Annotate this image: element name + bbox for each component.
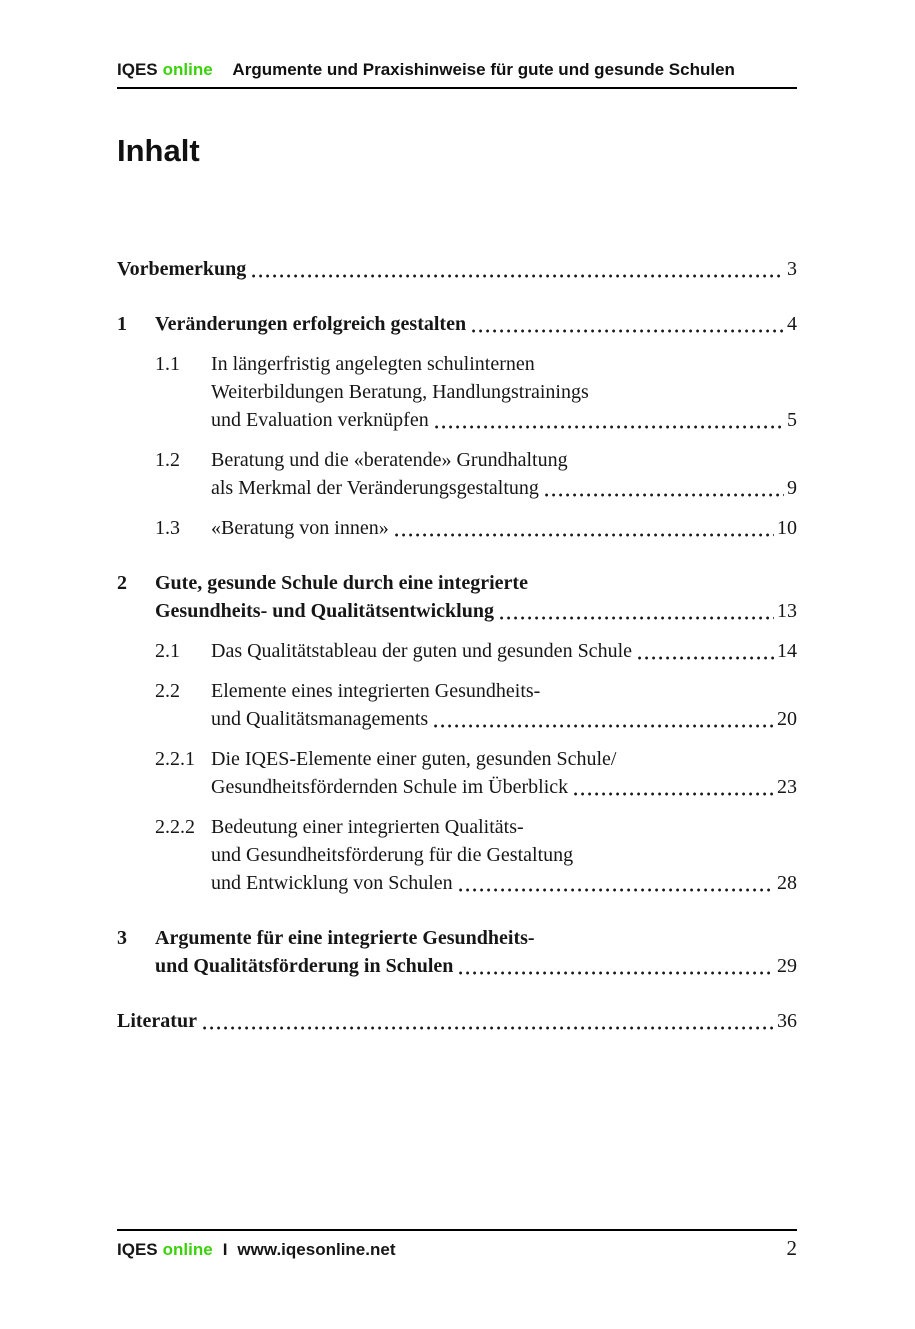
- toc-entry[interactable]: [117, 745, 797, 801]
- toc-entry-page: 23: [777, 776, 797, 798]
- dot-leader: [435, 406, 784, 434]
- toc-entry-text: «Beratung von innen»: [211, 517, 389, 539]
- toc-entry[interactable]: [117, 1007, 797, 1035]
- toc-entry-text: In längerfristig angelegten schulinternen: [211, 353, 535, 375]
- toc-entry-text: Literatur: [117, 1010, 197, 1032]
- dot-leader: [500, 597, 774, 625]
- dot-leader: [395, 514, 774, 542]
- toc-entry-page: 28: [777, 872, 797, 894]
- toc-entry-number: 1.1: [155, 353, 180, 375]
- toc-entry-text: Gute, gesunde Schule durch eine integrierte: [155, 572, 528, 594]
- toc-entry-text: Veränderungen erfolgreich gestalten: [155, 313, 467, 335]
- footer-separator: I: [222, 1240, 228, 1259]
- dot-leader: [203, 1007, 774, 1035]
- brand-logo: [117, 60, 217, 79]
- toc-entry-number: 2.2.2: [155, 816, 195, 838]
- page-footer: [117, 1229, 797, 1261]
- toc-entry-text: Elemente eines integrierten Gesundheits-: [211, 680, 541, 702]
- toc-entry-page: 36: [777, 1010, 797, 1032]
- toc-entry-page: 29: [777, 955, 797, 977]
- toc-entry-number: 2.1: [155, 640, 180, 662]
- toc-entry-text: Die IQES-Elemente einer guten, gesunden Schule/: [211, 748, 617, 770]
- toc-entry[interactable]: [117, 310, 797, 338]
- dot-leader: [459, 952, 774, 980]
- dot-leader: [459, 869, 774, 897]
- toc-entry[interactable]: [117, 446, 797, 502]
- toc-entry-text: und Gesundheitsförderung für die Gestaltung: [211, 844, 574, 866]
- toc-entry-page: 13: [777, 600, 797, 622]
- brand-name: IQES: [117, 1240, 158, 1259]
- brand-suffix: online: [162, 60, 213, 79]
- toc-entry-text: Weiterbildungen Beratung, Handlungstrainings: [211, 381, 589, 403]
- dot-leader: [545, 474, 784, 502]
- toc-entry[interactable]: [117, 569, 797, 625]
- toc-entry-text: und Qualitätsmanagements: [211, 708, 429, 730]
- toc-entry-number: 1: [117, 313, 127, 335]
- toc-entry-page: 3: [787, 258, 797, 280]
- brand-name: IQES: [117, 60, 158, 79]
- footer-url[interactable]: www.iqesonline.net: [237, 1240, 396, 1259]
- toc-entry-text: Argumente für eine integrierte Gesundheits-: [155, 927, 535, 949]
- toc-entry-page: 9: [787, 477, 797, 499]
- page-number: 2: [786, 1236, 797, 1260]
- toc-entry-text: Vorbemerkung: [117, 258, 247, 280]
- toc-entry-number: 1.3: [155, 517, 180, 539]
- toc-entry[interactable]: [117, 350, 797, 434]
- toc-entry-text: und Evaluation verknüpfen: [211, 409, 429, 431]
- toc-entry-page: 14: [777, 640, 797, 662]
- brand-suffix: online: [162, 1240, 213, 1259]
- footer-brand: [117, 1239, 213, 1261]
- toc: [117, 255, 797, 1035]
- toc-entry[interactable]: [117, 924, 797, 980]
- toc-entry-text: und Qualitätsförderung in Schulen: [155, 955, 454, 977]
- toc-entry[interactable]: [117, 813, 797, 897]
- toc-entry-number: 1.2: [155, 449, 180, 471]
- document-title: Argumente und Praxishinweise für gute und gesunde Schulen: [232, 60, 735, 79]
- toc-entry-text: als Merkmal der Veränderungsgestaltung: [211, 477, 539, 499]
- toc-entry-text: und Entwicklung von Schulen: [211, 872, 453, 894]
- toc-entry[interactable]: [117, 255, 797, 283]
- toc-entry-number: 2.2.1: [155, 748, 195, 770]
- dot-leader: [574, 773, 774, 801]
- toc-entry[interactable]: [117, 514, 797, 542]
- dot-leader: [472, 310, 784, 338]
- toc-entry[interactable]: [117, 677, 797, 733]
- toc-entry-page: 20: [777, 708, 797, 730]
- toc-entry-text: Beratung und die «beratende» Grundhaltung: [211, 449, 568, 471]
- toc-entry-number: 2: [117, 572, 127, 594]
- toc-entry-page: 10: [777, 517, 797, 539]
- toc-entry-number: 2.2: [155, 680, 180, 702]
- toc-entry[interactable]: [117, 637, 797, 665]
- page-title: Inhalt: [117, 133, 200, 168]
- toc-entry-page: 5: [787, 409, 797, 431]
- dot-leader: [434, 705, 774, 733]
- dot-leader: [638, 637, 774, 665]
- toc-entry-text: Gesundheits- und Qualitätsentwicklung: [155, 600, 494, 622]
- dot-leader: [252, 255, 784, 283]
- toc-entry-text: Bedeutung einer integrierten Qualitäts-: [211, 816, 524, 838]
- toc-entry-text: Gesundheitsfördernden Schule im Überblick: [211, 776, 569, 798]
- page-header: [117, 60, 797, 89]
- toc-entry-number: 3: [117, 927, 127, 949]
- toc-entry-page: 4: [787, 313, 797, 335]
- toc-entry-text: Das Qualitätstableau der guten und gesunden Schule: [211, 640, 632, 662]
